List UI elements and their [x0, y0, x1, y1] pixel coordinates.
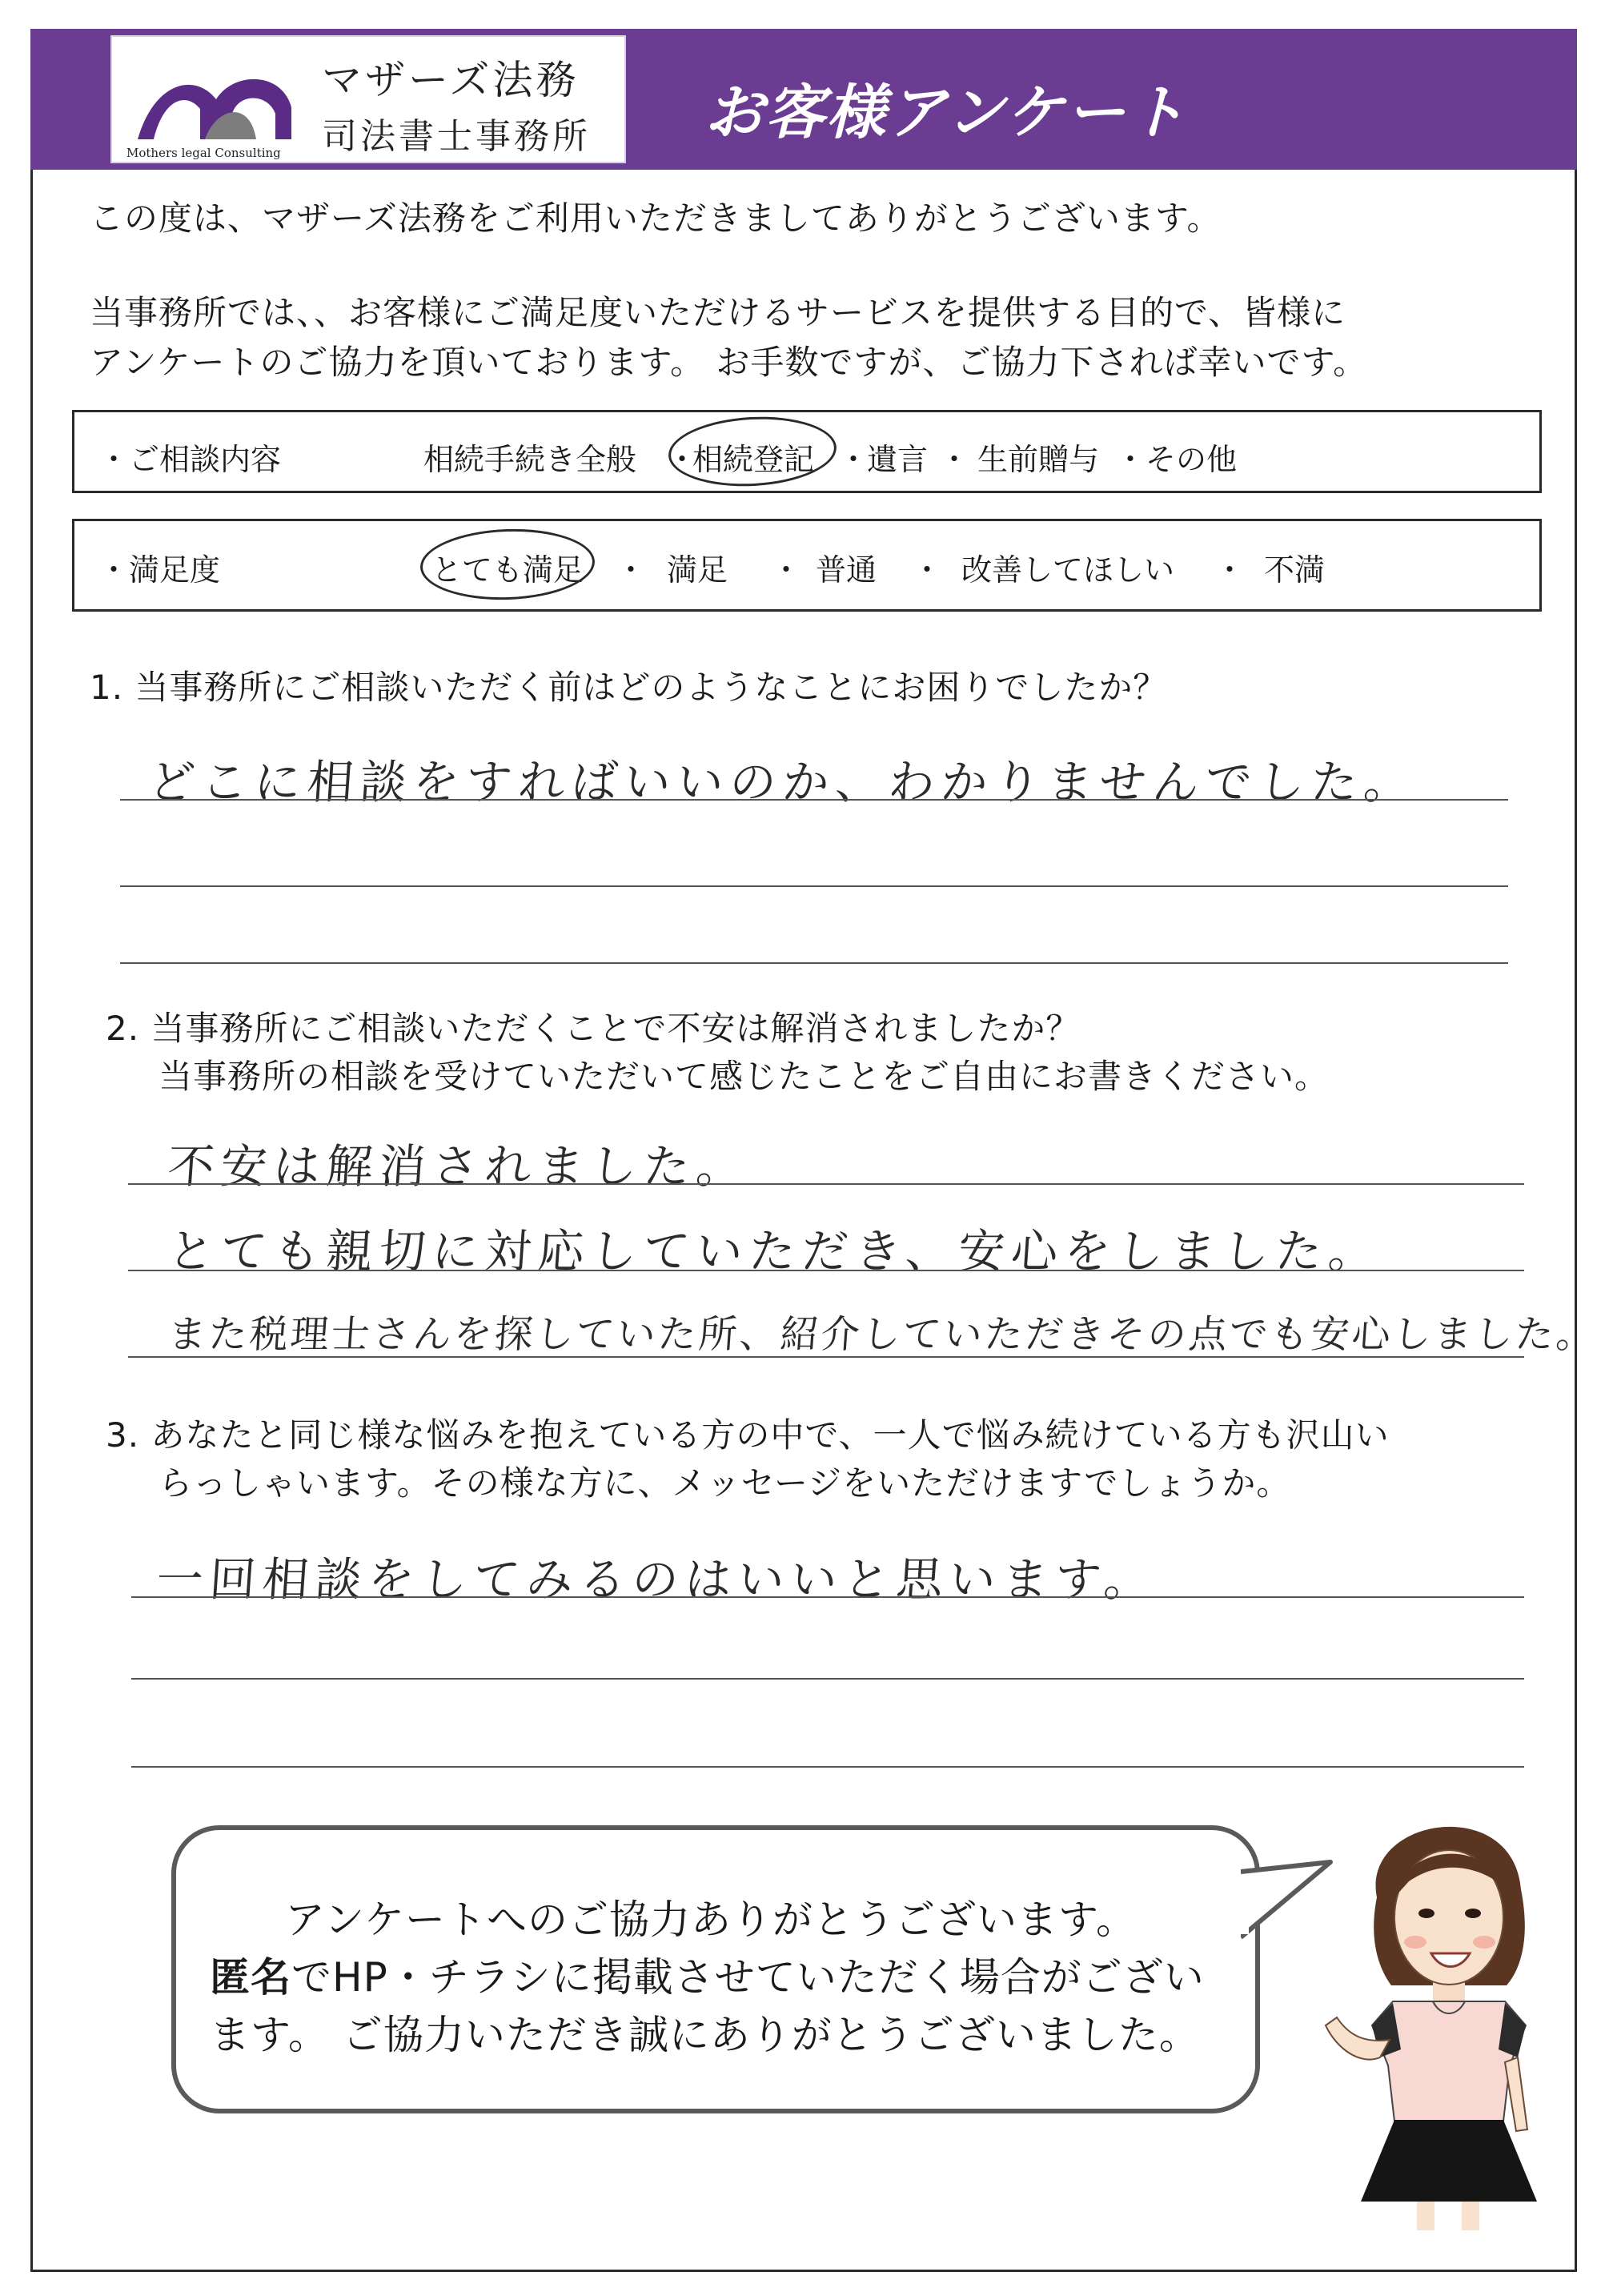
closing-anonymous: 匿名 — [210, 1954, 291, 2001]
logo-office-name: 司法書士事務所 — [322, 116, 591, 157]
answer-rule — [120, 962, 1508, 964]
answer-2-line-1: 不安は解消されました。 — [166, 1139, 752, 1194]
question-3-line-2: らっしゃいます。その様な方に、メッセージをいただけますでしょうか。 — [158, 1463, 1291, 1503]
answer-1-line-1: どこに相談をすればいいのか、わかりませんでした。 — [146, 755, 1419, 809]
logo-company-name: マザーズ法務 — [322, 57, 580, 103]
answer-rule — [120, 799, 1508, 801]
question-1: 1. 当事務所にご相談いただく前はどのようなことにお困りでしたか？ — [90, 668, 1168, 707]
intro-line-1: この度は、マザーズ法務をご利用いただきましてありがとうございます。 — [90, 199, 1222, 238]
satisfaction-option[interactable]: 満足 — [667, 552, 728, 588]
separator: ・ — [838, 442, 869, 477]
answer-rule — [131, 1596, 1524, 1598]
logo — [110, 35, 626, 163]
answer-rule — [128, 1356, 1524, 1358]
separator: ・ — [1115, 442, 1146, 477]
answer-2-line-3: また税理士さんを探していた所、紹介していただきその点でも安心しました。 — [166, 1312, 1599, 1357]
satisfaction-label: ・満足度 — [98, 552, 221, 588]
separator: ・ — [667, 442, 698, 477]
logo-subtitle: Mothers legal Consulting — [126, 146, 281, 160]
consultation-label: ・ご相談内容 — [98, 442, 282, 477]
satisfaction-option[interactable]: 改善してほしい — [961, 552, 1175, 588]
satisfaction-box — [72, 519, 1542, 612]
consultation-option-selected[interactable]: 相続登記 — [692, 442, 815, 477]
consultation-option[interactable]: 遺言 — [867, 442, 929, 477]
answer-rule — [128, 1270, 1524, 1271]
question-2-line-2: 当事務所の相談を受けていただいて感じたことをご自由にお書きください。 — [158, 1057, 1330, 1096]
logo-mark-icon — [122, 51, 306, 147]
consultation-option[interactable]: 相続手続き全般 — [423, 442, 637, 477]
separator: ・ — [939, 442, 970, 477]
intro-line-2: 当事務所では、、お客様にご満足度いただけるサービスを提供する目的で、皆様に — [90, 293, 1346, 332]
satisfaction-option-selected[interactable]: とても満足 — [431, 552, 584, 588]
question-3: 3. あなたと同じ様な悩みを抱えている方の中で、一人で悩み続けている方も沢山い — [106, 1415, 1390, 1455]
question-2: 2. 当事務所にご相談いただくことで不安は解消されましたか？ — [106, 1009, 1081, 1048]
consultation-option[interactable]: 生前贈与 — [977, 442, 1100, 477]
separator: ・ — [912, 552, 943, 588]
page-title: お客様アンケート — [704, 78, 1188, 147]
answer-3-line-1: 一回相談をしてみるのはいいと思います。 — [154, 1552, 1159, 1607]
consultation-box — [72, 410, 1542, 493]
consultation-option[interactable]: その他 — [1146, 442, 1238, 477]
answer-2-line-2: とても親切に対応していただき、安心をしました。 — [166, 1224, 1383, 1278]
answer-rule — [128, 1183, 1524, 1185]
closing-line-2 — [210, 1945, 1205, 2003]
separator: ・ — [771, 552, 802, 588]
answer-rule — [131, 1766, 1524, 1768]
separator: ・ — [616, 552, 647, 588]
satisfaction-option[interactable]: 不満 — [1264, 552, 1326, 588]
staff-illustration-icon — [1321, 1785, 1577, 2234]
intro-line-3: アンケートのご協力を頂いております。 お手数ですが、ご協力下されば幸いです。 — [90, 343, 1368, 382]
closing-line-2-rest: でHP・チラシに掲載させていただく場合がござい — [291, 1954, 1205, 2001]
answer-rule — [131, 1678, 1524, 1680]
closing-line-3: ます。 ご協力いただき誠にありがとうございました。 — [210, 2012, 1200, 2058]
selection-circle — [419, 526, 596, 603]
satisfaction-option[interactable]: 普通 — [816, 552, 877, 588]
answer-rule — [120, 885, 1508, 887]
closing-line-1: アンケートへのご協力ありがとうございます。 — [285, 1897, 1137, 1943]
separator: ・ — [1214, 552, 1246, 588]
